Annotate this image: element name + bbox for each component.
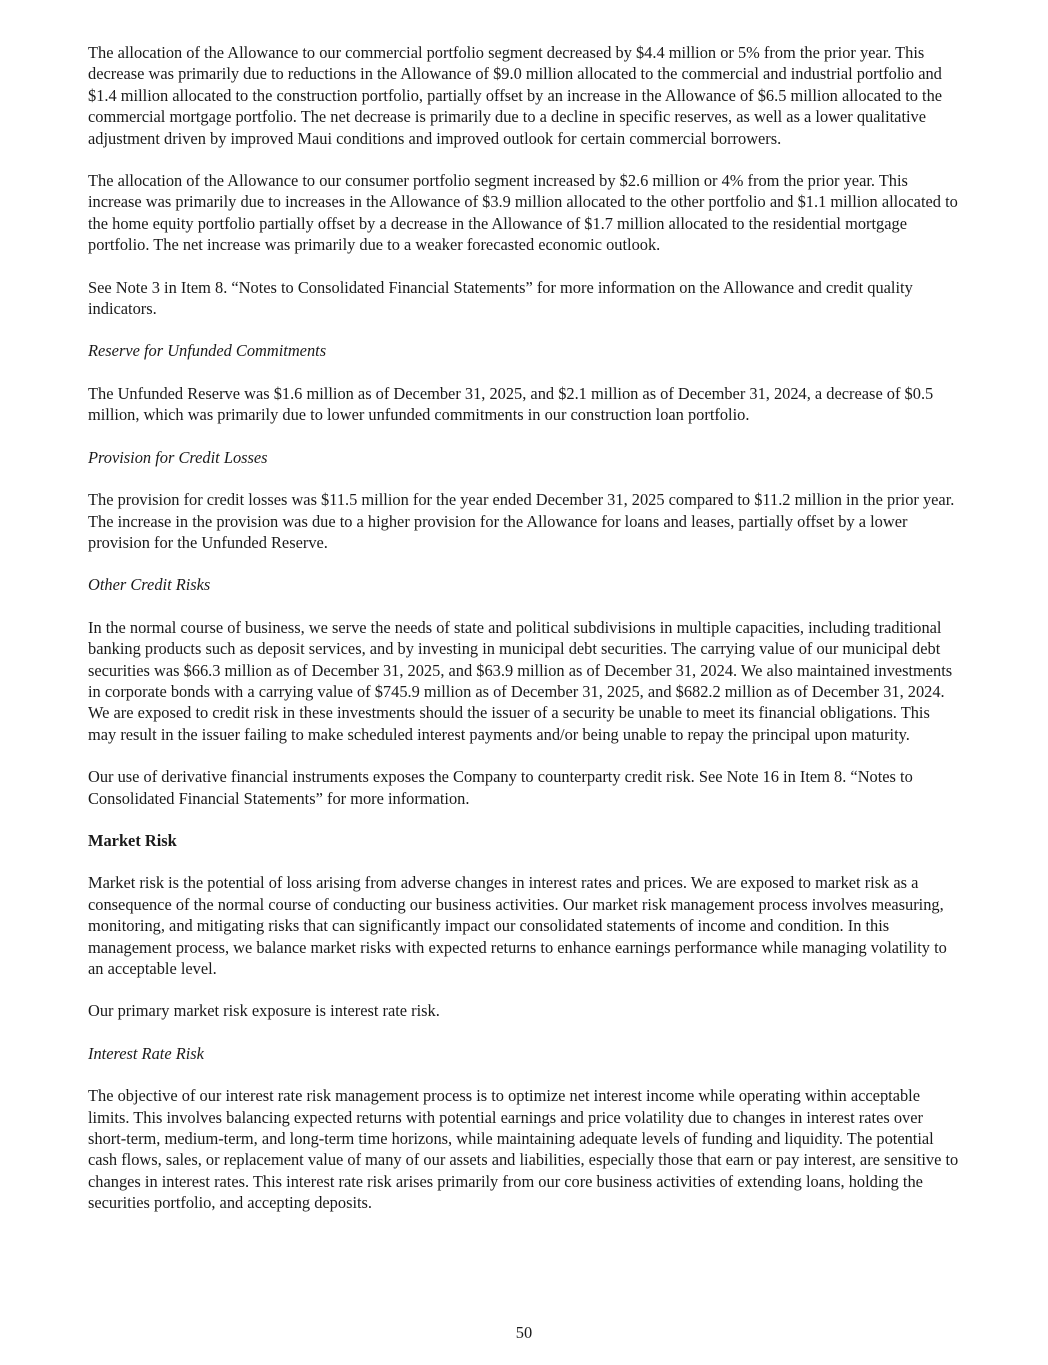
subheading-interest-rate-risk: Interest Rate Risk: [88, 1043, 204, 1063]
subheading-reserve-unfunded-commitments: Reserve for Unfunded Commitments: [88, 341, 327, 361]
page-number: 50: [515, 1323, 533, 1342]
subheading-other-credit-risks: Other Credit Risks: [88, 575, 211, 595]
paragraph-consumer-allowance: The allocation of the Allowance to our consumer portfolio segment increased by $2.6 million or 4% from the prior year. This increase was primarily due to increases in the Allowance of $3.9 million allocated to the other portfolio and $1.1 million allocated to the home equity portfolio partially offset by a decrease in the Allowance of $1.7 million allocated to the residential mortgage portfolio. The net increase was primarily due to a weaker forecasted economic outlook.: [88, 171, 958, 255]
paragraph-other-credit-risks: In the normal course of business, we serve the needs of state and political subdivisions in multiple capacities, including traditional banking products such as deposit services, and by investing in municipal debt securities. The carrying value of our municipal debt securities was $66.3 million as of December 31, 2025, and $63.9 million as of December 31, 2024. We also maintained investments in corporate bonds with a carrying value of $745.9 million as of December 31, 2025, and $682.2 million as of December 31, 2024. We are exposed to credit risk in these investments should the issuer of a security be unable to meet its financial obligations. This may result in the issuer failing to make scheduled interest payments and/or being unable to repay the principal upon maturity.: [88, 617, 953, 744]
subheading-provision-credit-losses: Provision for Credit Losses: [88, 447, 268, 467]
paragraph-interest-rate-objective: The objective of our interest rate risk management process is to optimize net interest income while operating within acceptable limits. This involves balancing expected returns with potential earnings and price volatility due to changes in interest rates over short-term, medium-term, and long-term time horizons, while maintaining adequate levels of funding and liquidity. The potential cash flows, sales, or replacement value of many of our assets and liabilities, especially those that earn or pay interest, are sensitive to changes in interest rates. This interest rate risk arises primarily from our core business activities of extending loans, holding the securities portfolio, and accepting deposits.: [88, 1086, 959, 1213]
paragraph-see-note-3: See Note 3 in Item 8. “Notes to Consolidated Financial Statements” for more information on the Allowance and credit quality indicators.: [88, 277, 913, 319]
paragraph-derivatives: Our use of derivative financial instruments exposes the Company to counterparty credit risk. See Note 16 in Item 8. “Notes to Consolidated Financial Statements” for more information.: [88, 767, 913, 808]
paragraph-provision: The provision for credit losses was $11.5 million for the year ended December 31, 2025 compared to $11.2 million in the prior year. The increase in the provision was due to a higher provision for the Allowance for loans and leases, partially offset by a lower provision for the Unfunded Reserve.: [88, 490, 955, 552]
document-body: [88, 42, 960, 1235]
paragraph-unfunded-reserve: The Unfunded Reserve was $1.6 million as of December 31, 2025, and $2.1 million as of December 31, 2024, a decrease of $0.5 million, which was primarily due to lower unfunded commitments in our construction loan portfolio.: [88, 383, 934, 425]
paragraph-primary-exposure: Our primary market risk exposure is interest rate risk.: [88, 1001, 440, 1021]
paragraph-commercial-allowance: The allocation of the Allowance to our commercial portfolio segment decreased by $4.4 million or 5% from the prior year. This decrease was primarily due to reductions in the Allowance of $9.0 million allocated to the commercial and industrial portfolio and $1.4 million allocated to the construction portfolio, partially offset by an increase in the Allowance of $6.5 million allocated to the commercial mortgage portfolio. The net decrease is primarily due to a decline in specific reserves, as well as a lower qualitative adjustment driven by improved Maui conditions and improved outlook for certain commercial borrowers.: [88, 43, 943, 148]
paragraph-market-risk-intro: Market risk is the potential of loss arising from adverse changes in interest rates and prices. We are exposed to market risk as a consequence of the normal course of conducting our business activities. Our market risk management process involves measuring, monitoring, and mitigating risks that can significantly impact our consolidated statements of income and condition. In this management process, we balance market risks with expected returns to enhance earnings performance while managing volatility to an acceptable level.: [88, 873, 947, 978]
heading-market-risk: Market Risk: [88, 830, 177, 850]
